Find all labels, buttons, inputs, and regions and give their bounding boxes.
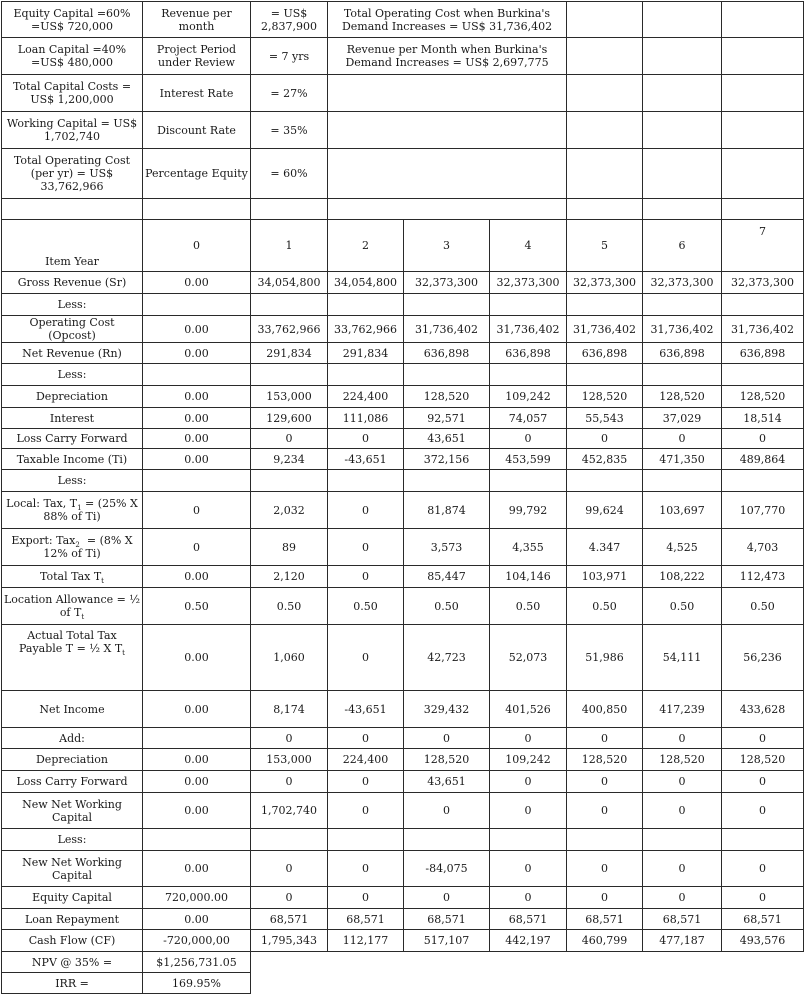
value-cell: 18,514 <box>722 408 804 429</box>
row-label: Loss Carry Forward <box>2 771 143 793</box>
table-row <box>2 272 804 294</box>
value-cell: 42,723 <box>404 625 490 691</box>
value-cell: 43,651 <box>404 429 490 449</box>
table-row <box>2 294 804 316</box>
value-cell: 1,795,343 <box>251 930 328 952</box>
table-row <box>2 625 804 691</box>
table-row <box>2 749 804 771</box>
year-cell: 7 <box>722 220 804 272</box>
value-cell: 68,571 <box>490 909 567 930</box>
value-cell: 0 <box>328 566 404 588</box>
value-cell: 0.50 <box>567 588 643 625</box>
value-cell: 0 <box>328 728 404 749</box>
year-cell: 1 <box>251 220 328 272</box>
table-row <box>2 728 804 749</box>
value-cell: 128,520 <box>404 386 490 408</box>
value-cell: 68,571 <box>251 909 328 930</box>
table-row <box>2 529 804 566</box>
value-cell: 34,054,800 <box>251 272 328 294</box>
value-cell: 0 <box>143 529 251 566</box>
value-cell: 0 <box>404 887 490 909</box>
row-label: Location Allowance = ½ of $T_t$ <box>2 588 143 625</box>
table-row <box>2 909 804 930</box>
row-label: Export: Tax$_2$ = (8% X 12% of Ti) <box>2 529 143 566</box>
value-cell: 68,571 <box>567 909 643 930</box>
value-cell: 1,702,740 <box>251 793 328 829</box>
value-cell: 99,792 <box>490 492 567 529</box>
value-cell: 128,520 <box>567 749 643 771</box>
value-cell: -720,000,00 <box>143 930 251 952</box>
param-cell: Loan Capital =40% =US$ 480,000 <box>2 38 143 75</box>
value-cell: 112,473 <box>722 566 804 588</box>
table-row <box>2 691 804 728</box>
value-cell: 0.00 <box>143 408 251 429</box>
value-cell: 0.50 <box>251 588 328 625</box>
value-cell: 31,736,402 <box>567 316 643 343</box>
value-cell: 477,187 <box>643 930 722 952</box>
value-cell: 68,571 <box>328 909 404 930</box>
value-cell: 32,373,300 <box>567 272 643 294</box>
value-cell: 81,874 <box>404 492 490 529</box>
irr-label: IRR = <box>2 973 143 994</box>
row-label: Equity Capital <box>2 887 143 909</box>
value-cell: 0.00 <box>143 625 251 691</box>
value-cell: 103,971 <box>567 566 643 588</box>
value-cell: 0 <box>490 771 567 793</box>
param-cell: Revenue per Month when Burkina's Demand Increases = US$ 2,697,775 <box>328 38 567 75</box>
param-cell: Project Period under Review <box>143 38 251 75</box>
cash-flow-table <box>1 1 804 994</box>
value-cell: 129,600 <box>251 408 328 429</box>
row-label: Less: <box>2 294 143 316</box>
value-cell: 0.50 <box>404 588 490 625</box>
value-cell: 291,834 <box>328 343 404 364</box>
value-cell: 0 <box>404 728 490 749</box>
value-cell: -43,651 <box>328 691 404 728</box>
value-cell: 224,400 <box>328 386 404 408</box>
value-cell: 34,054,800 <box>328 272 404 294</box>
param-row <box>2 112 804 149</box>
table-row <box>2 364 804 386</box>
row-label: Gross Revenue (Sr) <box>2 272 143 294</box>
value-cell: 0.50 <box>143 588 251 625</box>
table-row <box>2 429 804 449</box>
table-row <box>2 316 804 343</box>
value-cell: 0 <box>251 851 328 887</box>
value-cell: 32,373,300 <box>643 272 722 294</box>
value-cell: 2,120 <box>251 566 328 588</box>
row-label: Interest <box>2 408 143 429</box>
value-cell: 31,736,402 <box>722 316 804 343</box>
value-cell: 153,000 <box>251 386 328 408</box>
row-label: Less: <box>2 470 143 492</box>
value-cell: 291,834 <box>251 343 328 364</box>
value-cell: 32,373,300 <box>722 272 804 294</box>
value-cell: 489,864 <box>722 449 804 470</box>
value-cell: 0 <box>643 429 722 449</box>
param-cell: Total Capital Costs = US$ 1,200,000 <box>2 75 143 112</box>
value-cell: 0.00 <box>143 449 251 470</box>
value-cell: 128,520 <box>567 386 643 408</box>
value-cell: 128,520 <box>722 749 804 771</box>
value-cell: 37,029 <box>643 408 722 429</box>
value-cell: 0 <box>567 728 643 749</box>
table-row <box>2 829 804 851</box>
value-cell: 103,697 <box>643 492 722 529</box>
table-row <box>2 343 804 364</box>
param-row <box>2 38 804 75</box>
row-label: Actual Total Tax Payable T = ½ X $T_t$ <box>2 625 143 691</box>
value-cell: 89 <box>251 529 328 566</box>
value-cell: 453,599 <box>490 449 567 470</box>
value-cell: 1,060 <box>251 625 328 691</box>
value-cell: 0.00 <box>143 851 251 887</box>
table-row <box>2 930 804 952</box>
table-row <box>2 470 804 492</box>
param-cell: = 60% <box>251 149 328 199</box>
value-cell: 0 <box>328 887 404 909</box>
value-cell: 56,236 <box>722 625 804 691</box>
value-cell: 68,571 <box>404 909 490 930</box>
value-cell: 0 <box>567 429 643 449</box>
value-cell: 0 <box>251 887 328 909</box>
row-label: Loss Carry Forward <box>2 429 143 449</box>
value-cell: 9,234 <box>251 449 328 470</box>
value-cell: 54,111 <box>643 625 722 691</box>
year-cell: 5 <box>567 220 643 272</box>
row-label: Depreciation <box>2 749 143 771</box>
value-cell: 0 <box>567 771 643 793</box>
value-cell: 32,373,300 <box>490 272 567 294</box>
value-cell: 0 <box>404 793 490 829</box>
value-cell: 43,651 <box>404 771 490 793</box>
value-cell: 128,520 <box>722 386 804 408</box>
value-cell: 517,107 <box>404 930 490 952</box>
row-label: Cash Flow (CF) <box>2 930 143 952</box>
value-cell: 720,000.00 <box>143 887 251 909</box>
value-cell: 0.50 <box>490 588 567 625</box>
year-cell: 4 <box>490 220 567 272</box>
value-cell: 0.00 <box>143 566 251 588</box>
value-cell: 493,576 <box>722 930 804 952</box>
value-cell: 0 <box>722 793 804 829</box>
value-cell: 0.50 <box>722 588 804 625</box>
value-cell: 0 <box>643 728 722 749</box>
row-label: Total Tax $T_t$ <box>2 566 143 588</box>
value-cell: 372,156 <box>404 449 490 470</box>
value-cell: 31,736,402 <box>643 316 722 343</box>
value-cell: 92,571 <box>404 408 490 429</box>
spacer-row <box>2 199 804 220</box>
param-cell: = US$ 2,837,900 <box>251 2 328 38</box>
value-cell: 8,174 <box>251 691 328 728</box>
value-cell: 32,373,300 <box>404 272 490 294</box>
param-cell: Revenue per month <box>143 2 251 38</box>
value-cell: 224,400 <box>328 749 404 771</box>
value-cell: 636,898 <box>567 343 643 364</box>
value-cell: 68,571 <box>643 909 722 930</box>
value-cell: 0.00 <box>143 343 251 364</box>
table-row <box>2 408 804 429</box>
row-label: Add: <box>2 728 143 749</box>
value-cell: 0 <box>328 625 404 691</box>
value-cell: 0 <box>328 529 404 566</box>
value-cell: 0 <box>328 851 404 887</box>
value-cell: 3,573 <box>404 529 490 566</box>
value-cell: 85,447 <box>404 566 490 588</box>
value-cell: 0 <box>251 771 328 793</box>
row-label: New Net Working Capital <box>2 793 143 829</box>
value-cell: 74,057 <box>490 408 567 429</box>
year-cell: 0 <box>143 220 251 272</box>
value-cell: 33,762,966 <box>251 316 328 343</box>
value-cell: 400,850 <box>567 691 643 728</box>
value-cell: 636,898 <box>722 343 804 364</box>
value-cell: 636,898 <box>643 343 722 364</box>
value-cell: 4.347 <box>567 529 643 566</box>
row-label: Taxable Income (Ti) <box>2 449 143 470</box>
table-row <box>2 566 804 588</box>
npv-value: $1,256,731.05 <box>143 952 251 973</box>
value-cell: 128,520 <box>643 749 722 771</box>
value-cell: 433,628 <box>722 691 804 728</box>
item-year-label: Item Year <box>2 220 143 272</box>
param-cell: Total Operating Cost (per yr) = US$ 33,762,966 <box>2 149 143 199</box>
value-cell: 111,086 <box>328 408 404 429</box>
row-label: Loan Repayment <box>2 909 143 930</box>
value-cell: 0.00 <box>143 691 251 728</box>
value-cell: 0 <box>643 851 722 887</box>
value-cell: 0 <box>643 771 722 793</box>
param-row <box>2 75 804 112</box>
value-cell: 0 <box>251 429 328 449</box>
table-row <box>2 887 804 909</box>
value-cell: 4,525 <box>643 529 722 566</box>
value-cell: 452,835 <box>567 449 643 470</box>
param-cell: = 35% <box>251 112 328 149</box>
value-cell: 329,432 <box>404 691 490 728</box>
value-cell: 0.00 <box>143 386 251 408</box>
row-label: Less: <box>2 364 143 386</box>
value-cell: 2,032 <box>251 492 328 529</box>
value-cell: 52,073 <box>490 625 567 691</box>
param-row <box>2 149 804 199</box>
value-cell: 0 <box>328 492 404 529</box>
table-row <box>2 449 804 470</box>
table-row <box>2 851 804 887</box>
npv-label: NPV @ 35% = <box>2 952 143 973</box>
param-cell: Working Capital = US$ 1,702,740 <box>2 112 143 149</box>
value-cell: 0.00 <box>143 272 251 294</box>
value-cell: 0 <box>643 793 722 829</box>
value-cell: 0 <box>328 793 404 829</box>
value-cell: 417,239 <box>643 691 722 728</box>
row-label: Operating Cost (Opcost) <box>2 316 143 343</box>
value-cell: 442,197 <box>490 930 567 952</box>
row-label: Net Income <box>2 691 143 728</box>
value-cell: 0.00 <box>143 316 251 343</box>
param-row <box>2 2 804 38</box>
value-cell: 99,624 <box>567 492 643 529</box>
value-cell: 0.00 <box>143 909 251 930</box>
value-cell: 401,526 <box>490 691 567 728</box>
param-cell: = 7 yrs <box>251 38 328 75</box>
value-cell: 0 <box>567 793 643 829</box>
year-cell: 3 <box>404 220 490 272</box>
value-cell: 128,520 <box>404 749 490 771</box>
param-cell: Discount Rate <box>143 112 251 149</box>
row-label: Depreciation <box>2 386 143 408</box>
value-cell: 0 <box>643 887 722 909</box>
value-cell: 55,543 <box>567 408 643 429</box>
value-cell: 128,520 <box>643 386 722 408</box>
irr-value: 169.95% <box>143 973 251 994</box>
value-cell: 636,898 <box>490 343 567 364</box>
value-cell: 0 <box>722 851 804 887</box>
row-label: Net Revenue (Rn) <box>2 343 143 364</box>
value-cell: 0 <box>328 429 404 449</box>
param-cell: Percentage Equity <box>143 149 251 199</box>
value-cell: 33,762,966 <box>328 316 404 343</box>
value-cell: 0 <box>722 887 804 909</box>
value-cell: 0 <box>490 793 567 829</box>
value-cell: 0 <box>567 851 643 887</box>
value-cell: 0.00 <box>143 429 251 449</box>
table-row <box>2 793 804 829</box>
value-cell: 0 <box>328 771 404 793</box>
value-cell: 0.00 <box>143 749 251 771</box>
table-row <box>2 386 804 408</box>
table-row <box>2 588 804 625</box>
value-cell: 51,986 <box>567 625 643 691</box>
value-cell: 0.50 <box>643 588 722 625</box>
value-cell: 0 <box>251 728 328 749</box>
value-cell <box>143 728 251 749</box>
row-label: New Net Working Capital <box>2 851 143 887</box>
param-cell: Total Operating Cost when Burkina's Demand Increases = US$ 31,736,402 <box>328 2 567 38</box>
irr-row <box>2 973 804 994</box>
value-cell: 109,242 <box>490 749 567 771</box>
value-cell: 460,799 <box>567 930 643 952</box>
value-cell: -84,075 <box>404 851 490 887</box>
value-cell: 109,242 <box>490 386 567 408</box>
row-label: Less: <box>2 829 143 851</box>
row-label: Local: Tax, $T_1 = (25\%$ X 88% of Ti) <box>2 492 143 529</box>
value-cell: 0 <box>490 728 567 749</box>
value-cell: 0.00 <box>143 793 251 829</box>
value-cell: 0 <box>567 887 643 909</box>
value-cell: 104,146 <box>490 566 567 588</box>
value-cell: 0 <box>722 771 804 793</box>
value-cell: 0 <box>490 887 567 909</box>
param-cell: Interest Rate <box>143 75 251 112</box>
param-cell: Equity Capital =60% =US$ 720,000 <box>2 2 143 38</box>
value-cell: 0 <box>490 851 567 887</box>
value-cell: 68,571 <box>722 909 804 930</box>
value-cell: 0 <box>722 728 804 749</box>
value-cell: 31,736,402 <box>490 316 567 343</box>
year-header-row <box>2 220 804 272</box>
value-cell: 4,355 <box>490 529 567 566</box>
year-cell: 6 <box>643 220 722 272</box>
value-cell: 0 <box>143 492 251 529</box>
npv-row <box>2 952 804 973</box>
value-cell: 112,177 <box>328 930 404 952</box>
value-cell: 0.00 <box>143 771 251 793</box>
value-cell: 31,736,402 <box>404 316 490 343</box>
value-cell: 471,350 <box>643 449 722 470</box>
value-cell: 108,222 <box>643 566 722 588</box>
table-row <box>2 492 804 529</box>
table-row <box>2 771 804 793</box>
param-cell: = 27% <box>251 75 328 112</box>
year-cell: 2 <box>328 220 404 272</box>
value-cell: 153,000 <box>251 749 328 771</box>
value-cell: 4,703 <box>722 529 804 566</box>
value-cell: 0 <box>722 429 804 449</box>
value-cell: 107,770 <box>722 492 804 529</box>
value-cell: 636,898 <box>404 343 490 364</box>
value-cell: 0.50 <box>328 588 404 625</box>
value-cell: 0 <box>490 429 567 449</box>
value-cell: -43,651 <box>328 449 404 470</box>
